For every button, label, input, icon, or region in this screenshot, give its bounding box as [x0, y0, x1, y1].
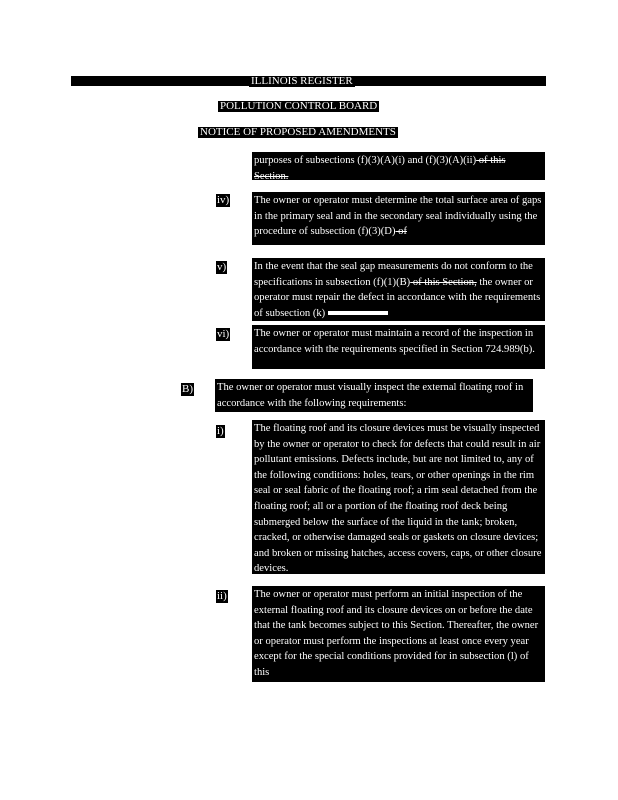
- item-vi-text: The owner or operator must maintain a record of the inspection in accordance with the requirements specified in Section 724.989(b).: [254, 328, 535, 355]
- continuation-text: purposes of subsections (f)(3)(A)(i) and (f)(3)(A)(ii): [254, 155, 477, 166]
- item-i-label: i): [217, 425, 224, 437]
- redaction-mark: [328, 311, 388, 315]
- item-ii-paragraph: [252, 586, 545, 682]
- item-ii-text: The owner or operator must perform an initial inspection of the external floating roof and its closure devices on or before the date that the tank becomes subject to this Section. Thereafter, the owner or operator must perform the inspections at least once every year except for the special conditions provided for in subsection (l) of this: [254, 589, 539, 678]
- item-vi-paragraph: [252, 325, 545, 369]
- item-B-text: The owner or operator must visually inspect the external floating roof in accordance with the following requirements:: [217, 382, 524, 409]
- board-name: POLLUTION CONTROL BOARD: [220, 100, 378, 112]
- item-i-text: The floating roof and its closure devices must be visually inspected by the owner or operator to check for defects that could result in air pollutant emissions. Defects include, but are not limited to, any of the following conditions: holes, tears, or other openings in the rim seal or seal fabric of the floating roof; a rim seal detached from the floating roof; all or a portion of the floating roof deck being submerged below the surface of the liquid in the tank; broken, cracked, or otherwise damaged seals or gaskets on closure devices; and broken or missing hatches, access covers, caps, or other closure devices.: [254, 423, 542, 574]
- item-iv-struck-text: of: [395, 226, 407, 238]
- item-v-struck-text: of this Section,: [410, 276, 477, 288]
- item-B-label: B): [182, 383, 193, 395]
- item-B-paragraph: [215, 379, 533, 412]
- continuation-paragraph: [252, 152, 545, 180]
- continuation-struck-word: Section.: [254, 170, 289, 180]
- item-ii-label: ii): [217, 590, 227, 602]
- item-iv-text: The owner or operator must determine the total surface area of gaps in the primary seal and in the secondary seal individually using the procedure of subsection (f)(3)(D): [254, 195, 542, 238]
- item-iv-label: iv): [217, 194, 230, 206]
- notice-heading: NOTICE OF PROPOSED AMENDMENTS: [200, 126, 396, 138]
- item-i-paragraph: [252, 420, 545, 574]
- item-vi-label: vi): [217, 328, 230, 340]
- item-iv-paragraph: [252, 192, 545, 245]
- item-v-label: v): [217, 261, 227, 273]
- register-title: ILLINOIS REGISTER: [251, 75, 353, 87]
- item-v-text-b: the owner or operator must repair the defect in accordance with the requirements of subsection (k): [254, 276, 541, 319]
- continuation-struck-text: of this: [476, 155, 506, 166]
- item-v-text-a: In the event that the seal gap measurements do not conform to the specifications in subsection (f)(1)(B): [254, 261, 533, 288]
- item-v-paragraph: [252, 258, 545, 321]
